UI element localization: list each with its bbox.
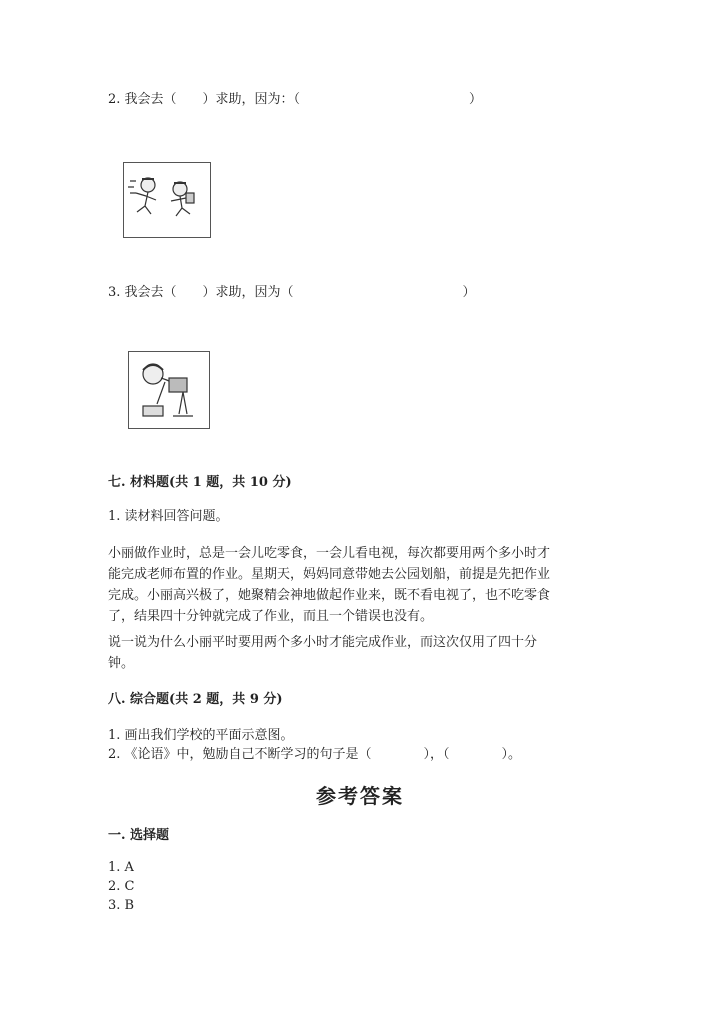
- answer-key-title: 参考答案: [316, 784, 404, 808]
- section-8-heading: 八. 综合题(共 2 题，共 9 分): [108, 692, 283, 707]
- passage-question-line: 钟。: [108, 656, 135, 671]
- passage-question: [108, 632, 628, 674]
- passage-line: 能完成老师布置的作业。星期天，妈妈同意带她去公园划船，前提是先把作业: [108, 567, 551, 582]
- passage-line: 完成。小丽高兴极了，她聚精会神地做起作业来，既不看电视了，也不吃零食: [108, 588, 551, 603]
- reading-passage: [108, 543, 628, 627]
- section-8-question-1: 1. 画出我们学校的平面示意图。: [108, 728, 294, 743]
- section-8-question-2: 2. 《论语》中，勉励自己不断学习的句子是（ ），（ ）。: [108, 747, 522, 762]
- question-3: 3. 我会去（ ）求助，因为（ ）: [108, 285, 476, 300]
- running-children-illustration: [123, 162, 211, 238]
- answer-section-1-heading: 一. 选择题: [108, 828, 170, 843]
- answer-item: 2. C: [108, 879, 135, 894]
- passage-line: 小丽做作业时，总是一会儿吃零食，一会儿看电视，每次都要用两个多小时才: [108, 546, 551, 561]
- question-2: 2. 我会去（ ）求助，因为：（ ）: [108, 92, 483, 107]
- answer-item: 1. A: [108, 860, 134, 875]
- passage-question-line: 说一说为什么小丽平时要用两个多小时才能完成作业，而这次仅用了四十分: [108, 635, 538, 650]
- passage-line: 了，结果四十分钟就完成了作业，而且一个错误也没有。: [108, 609, 434, 624]
- section-7-question-1: 1. 读材料回答问题。: [108, 509, 229, 524]
- boy-picking-book-illustration: [128, 351, 210, 429]
- section-7-heading: 七. 材料题(共 1 题，共 10 分): [108, 475, 292, 490]
- answer-item: 3. B: [108, 898, 135, 913]
